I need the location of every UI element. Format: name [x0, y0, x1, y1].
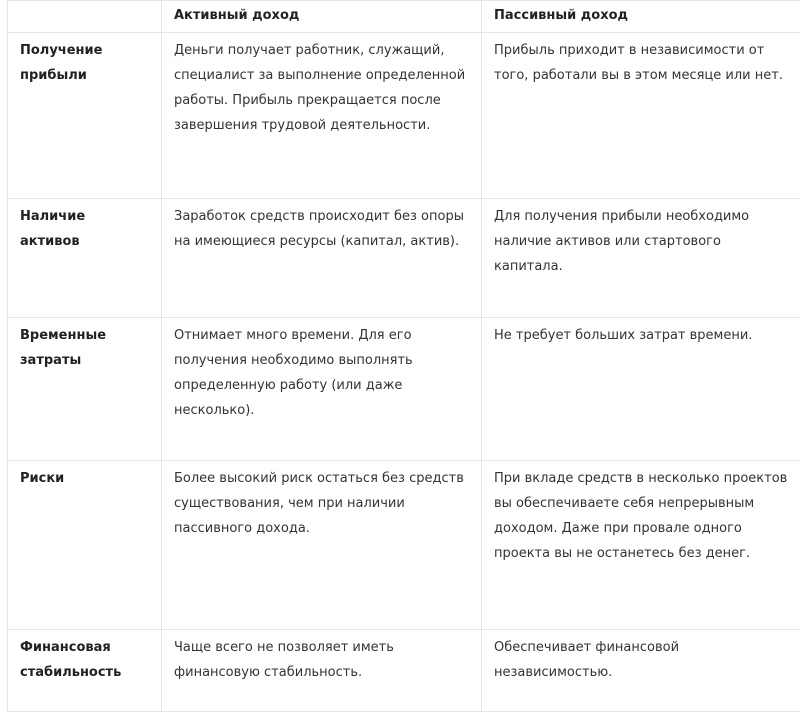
active-income-cell: Заработок средств происходит без опоры на имеющиеся ресурсы (капитал, актив). [162, 199, 482, 318]
active-income-cell: Отнимает много времени. Для его получения необходимо выполнять определенную работу (или даже несколько). [162, 318, 482, 461]
table-row [8, 199, 800, 318]
table-row [8, 461, 800, 630]
passive-income-cell: Для получения прибыли необходимо наличие активов или стартового капитала. [482, 199, 800, 318]
table-row [8, 630, 800, 712]
passive-income-cell: Обеспечивает финансовой независимостью. [482, 630, 800, 712]
active-income-cell: Деньги получает работник, служащий, специалист за выполнение определенной работы. Прибыль прекращается после завершения трудовой деятельности. [162, 33, 482, 199]
header-passive-income: Пассивный доход [482, 1, 800, 33]
header-active-income: Активный доход [162, 1, 482, 33]
comparison-table [7, 0, 800, 712]
passive-income-cell: При вкладе средств в несколько проектов вы обеспечиваете себя непрерывным доходом. Даже при провале одного проекта вы не останетесь без денег. [482, 461, 800, 630]
row-label: Риски [8, 461, 162, 630]
passive-income-cell: Не требует больших затрат времени. [482, 318, 800, 461]
row-label: Наличие активов [8, 199, 162, 318]
active-income-cell: Чаще всего не позволяет иметь финансовую стабильность. [162, 630, 482, 712]
table-row [8, 318, 800, 461]
table-header-row [8, 1, 800, 33]
row-label: Временные затраты [8, 318, 162, 461]
header-empty-cell [8, 1, 162, 33]
row-label: Получение прибыли [8, 33, 162, 199]
passive-income-cell: Прибыль приходит в независимости от того, работали вы в этом месяце или нет. [482, 33, 800, 199]
active-income-cell: Более высокий риск остаться без средств существования, чем при наличии пассивного дохода. [162, 461, 482, 630]
table-row [8, 33, 800, 199]
row-label: Финансовая стабильность [8, 630, 162, 712]
